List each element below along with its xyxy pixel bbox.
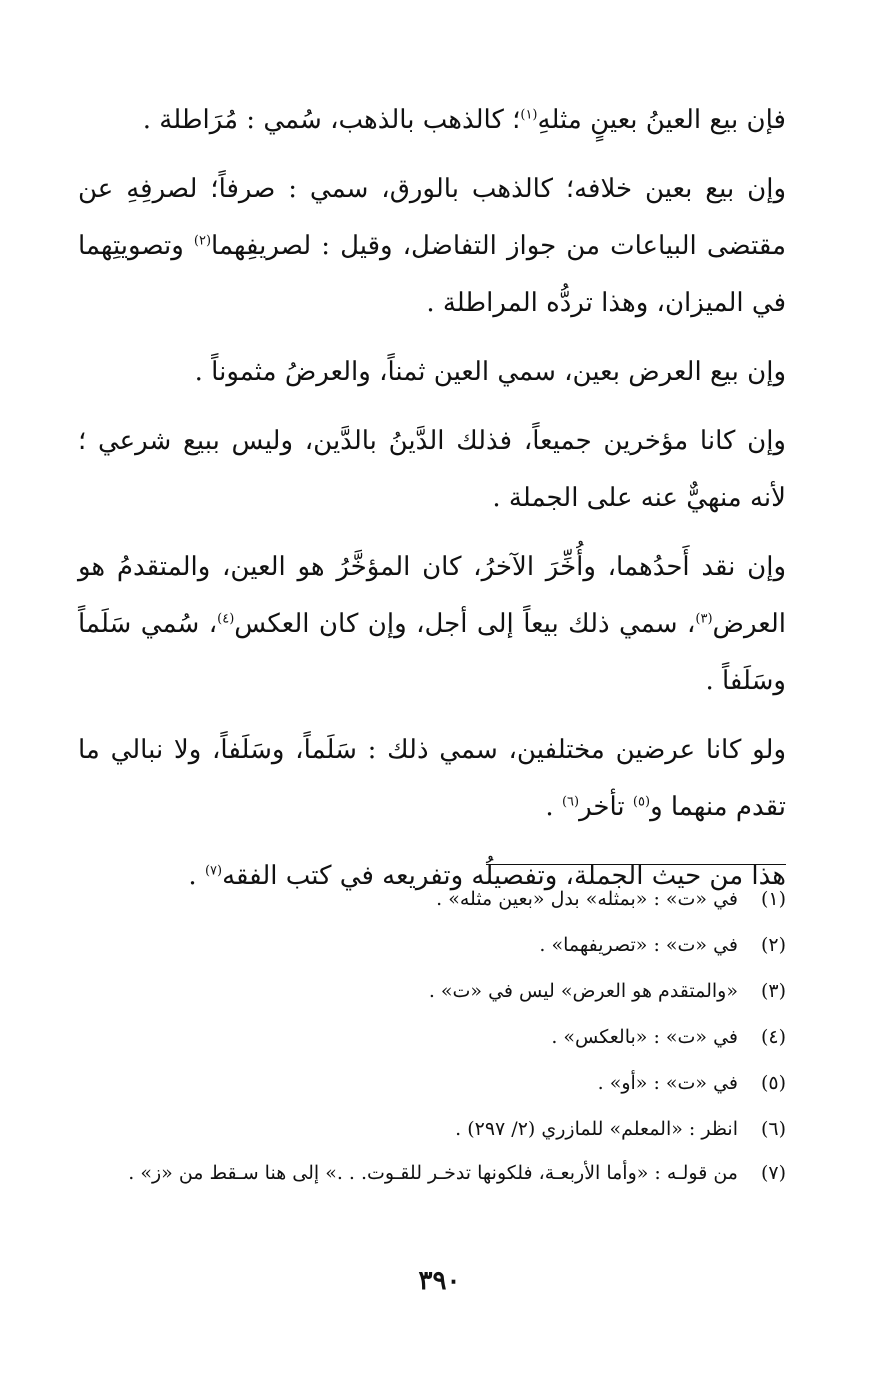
footnote-ref-3: (٣) <box>695 611 713 627</box>
paragraph-1-text-a: فإن بيع العينُ بعينٍ مثلهِ <box>537 105 786 135</box>
footnote-item <box>78 968 786 1014</box>
paragraph-2-text-b: وتصويتِهما في الميزان، وهذا تردُّه المراطلة . <box>78 231 786 318</box>
paragraph-4 <box>78 413 786 527</box>
footnote-number: (٧) <box>760 1162 786 1184</box>
paragraph-1-text-b: ؛ كالذهب بالذهب، سُمي : مُرَاطلة . <box>142 105 521 135</box>
footnote-text: من قولـه : «وأما الأربعـة، فلكونها تدخـر للقـوت. . .» إلى هنا سـقط من «ز» . <box>128 1162 738 1184</box>
footnote-number: (٢) <box>760 934 786 956</box>
paragraph-6-text-c: . <box>545 792 562 822</box>
footnote-ref-2: (٢) <box>193 233 212 249</box>
footnote-divider <box>486 864 786 865</box>
footnote-ref-6: (٦) <box>561 794 580 810</box>
footnote-ref-5: (٥) <box>632 794 651 810</box>
paragraph-6-text-a: ولو كانا عرضين مختلفين، سمي ذلك : سَلَماً، وسَلَفاً، ولا نبالي ما تقدم منهما و <box>78 735 786 822</box>
footnote-item <box>78 1152 786 1194</box>
paragraph-5-text-b: ، سمي ذلك بيعاً إلى أجل، وإن كان العكس <box>234 609 696 639</box>
footnote-number: (٥) <box>760 1072 786 1094</box>
footnote-ref-7: (٧) <box>204 863 223 879</box>
page-number: ٣٩٠ <box>418 1266 461 1296</box>
paragraph-2-text-a: وإن بيع بعين خلافه؛ كالذهب بالورق، سمي : صرفاً؛ لصرفِهِ عن مقتضى البياعات من جواز التفاضل، وقيل : لصريفِهما <box>78 174 786 261</box>
footnote-number: (٦) <box>760 1118 786 1140</box>
paragraph-5-text-a: وإن نقد أَحدُهما، وأُخِّرَ الآخرُ، كان المؤخَّرُ هو العين، والمتقدمُ هو العرض <box>78 552 786 639</box>
paragraph-6-text-b: تأخر <box>579 792 633 822</box>
paragraph-5-text-c: ، سُمي سَلَماً وسَلَفاً . <box>78 609 786 696</box>
footnote-text: انظر : «المعلم» للمازري (٢/ ٢٩٧) . <box>455 1118 738 1140</box>
paragraph-7-text-b: . <box>188 861 205 891</box>
footnote-ref-1: (١) <box>520 107 538 123</box>
footnote-text: في «ت» : «بمثله» بدل «بعين مثله» . <box>436 888 738 910</box>
paragraph-7-text-a: هذا من حيث الجملة، وتفصيلُه وتفريعه في كتب الفقه <box>222 861 786 891</box>
footnote-number: (٤) <box>760 1026 786 1048</box>
footnote-item <box>78 922 786 968</box>
footnote-item <box>78 1106 786 1152</box>
footnotes <box>78 876 786 1194</box>
paragraph-4-text: وإن كانا مؤخرين جميعاً، فذلك الدَّينُ بالدَّين، وليس ببيع شرعي ؛ لأنه منهيٌّ عنه على الجملة . <box>78 426 786 513</box>
paragraph-3 <box>78 344 786 401</box>
footnote-number: (٣) <box>760 980 786 1002</box>
paragraph-6 <box>78 722 786 836</box>
footnote-text: في «ت» : «تصريفهما» . <box>539 934 738 956</box>
footnote-item <box>78 876 786 922</box>
footnote-number: (١) <box>760 888 786 910</box>
paragraph-5 <box>78 539 786 710</box>
paragraph-2 <box>78 161 786 332</box>
footnote-text: في «ت» : «بالعكس» . <box>551 1026 738 1048</box>
footnote-text: «والمتقدم هو العرض» ليس في «ت» . <box>428 980 738 1002</box>
paragraph-1 <box>78 92 786 149</box>
footnote-item <box>78 1060 786 1106</box>
footnote-text: في «ت» : «أو» . <box>597 1072 738 1094</box>
footnote-ref-4: (٤) <box>217 611 235 627</box>
main-text <box>78 92 786 917</box>
footnote-item <box>78 1014 786 1060</box>
paragraph-3-text: وإن بيع العرض بعين، سمي العين ثمناً، والعرضُ مثموناً . <box>194 357 786 387</box>
